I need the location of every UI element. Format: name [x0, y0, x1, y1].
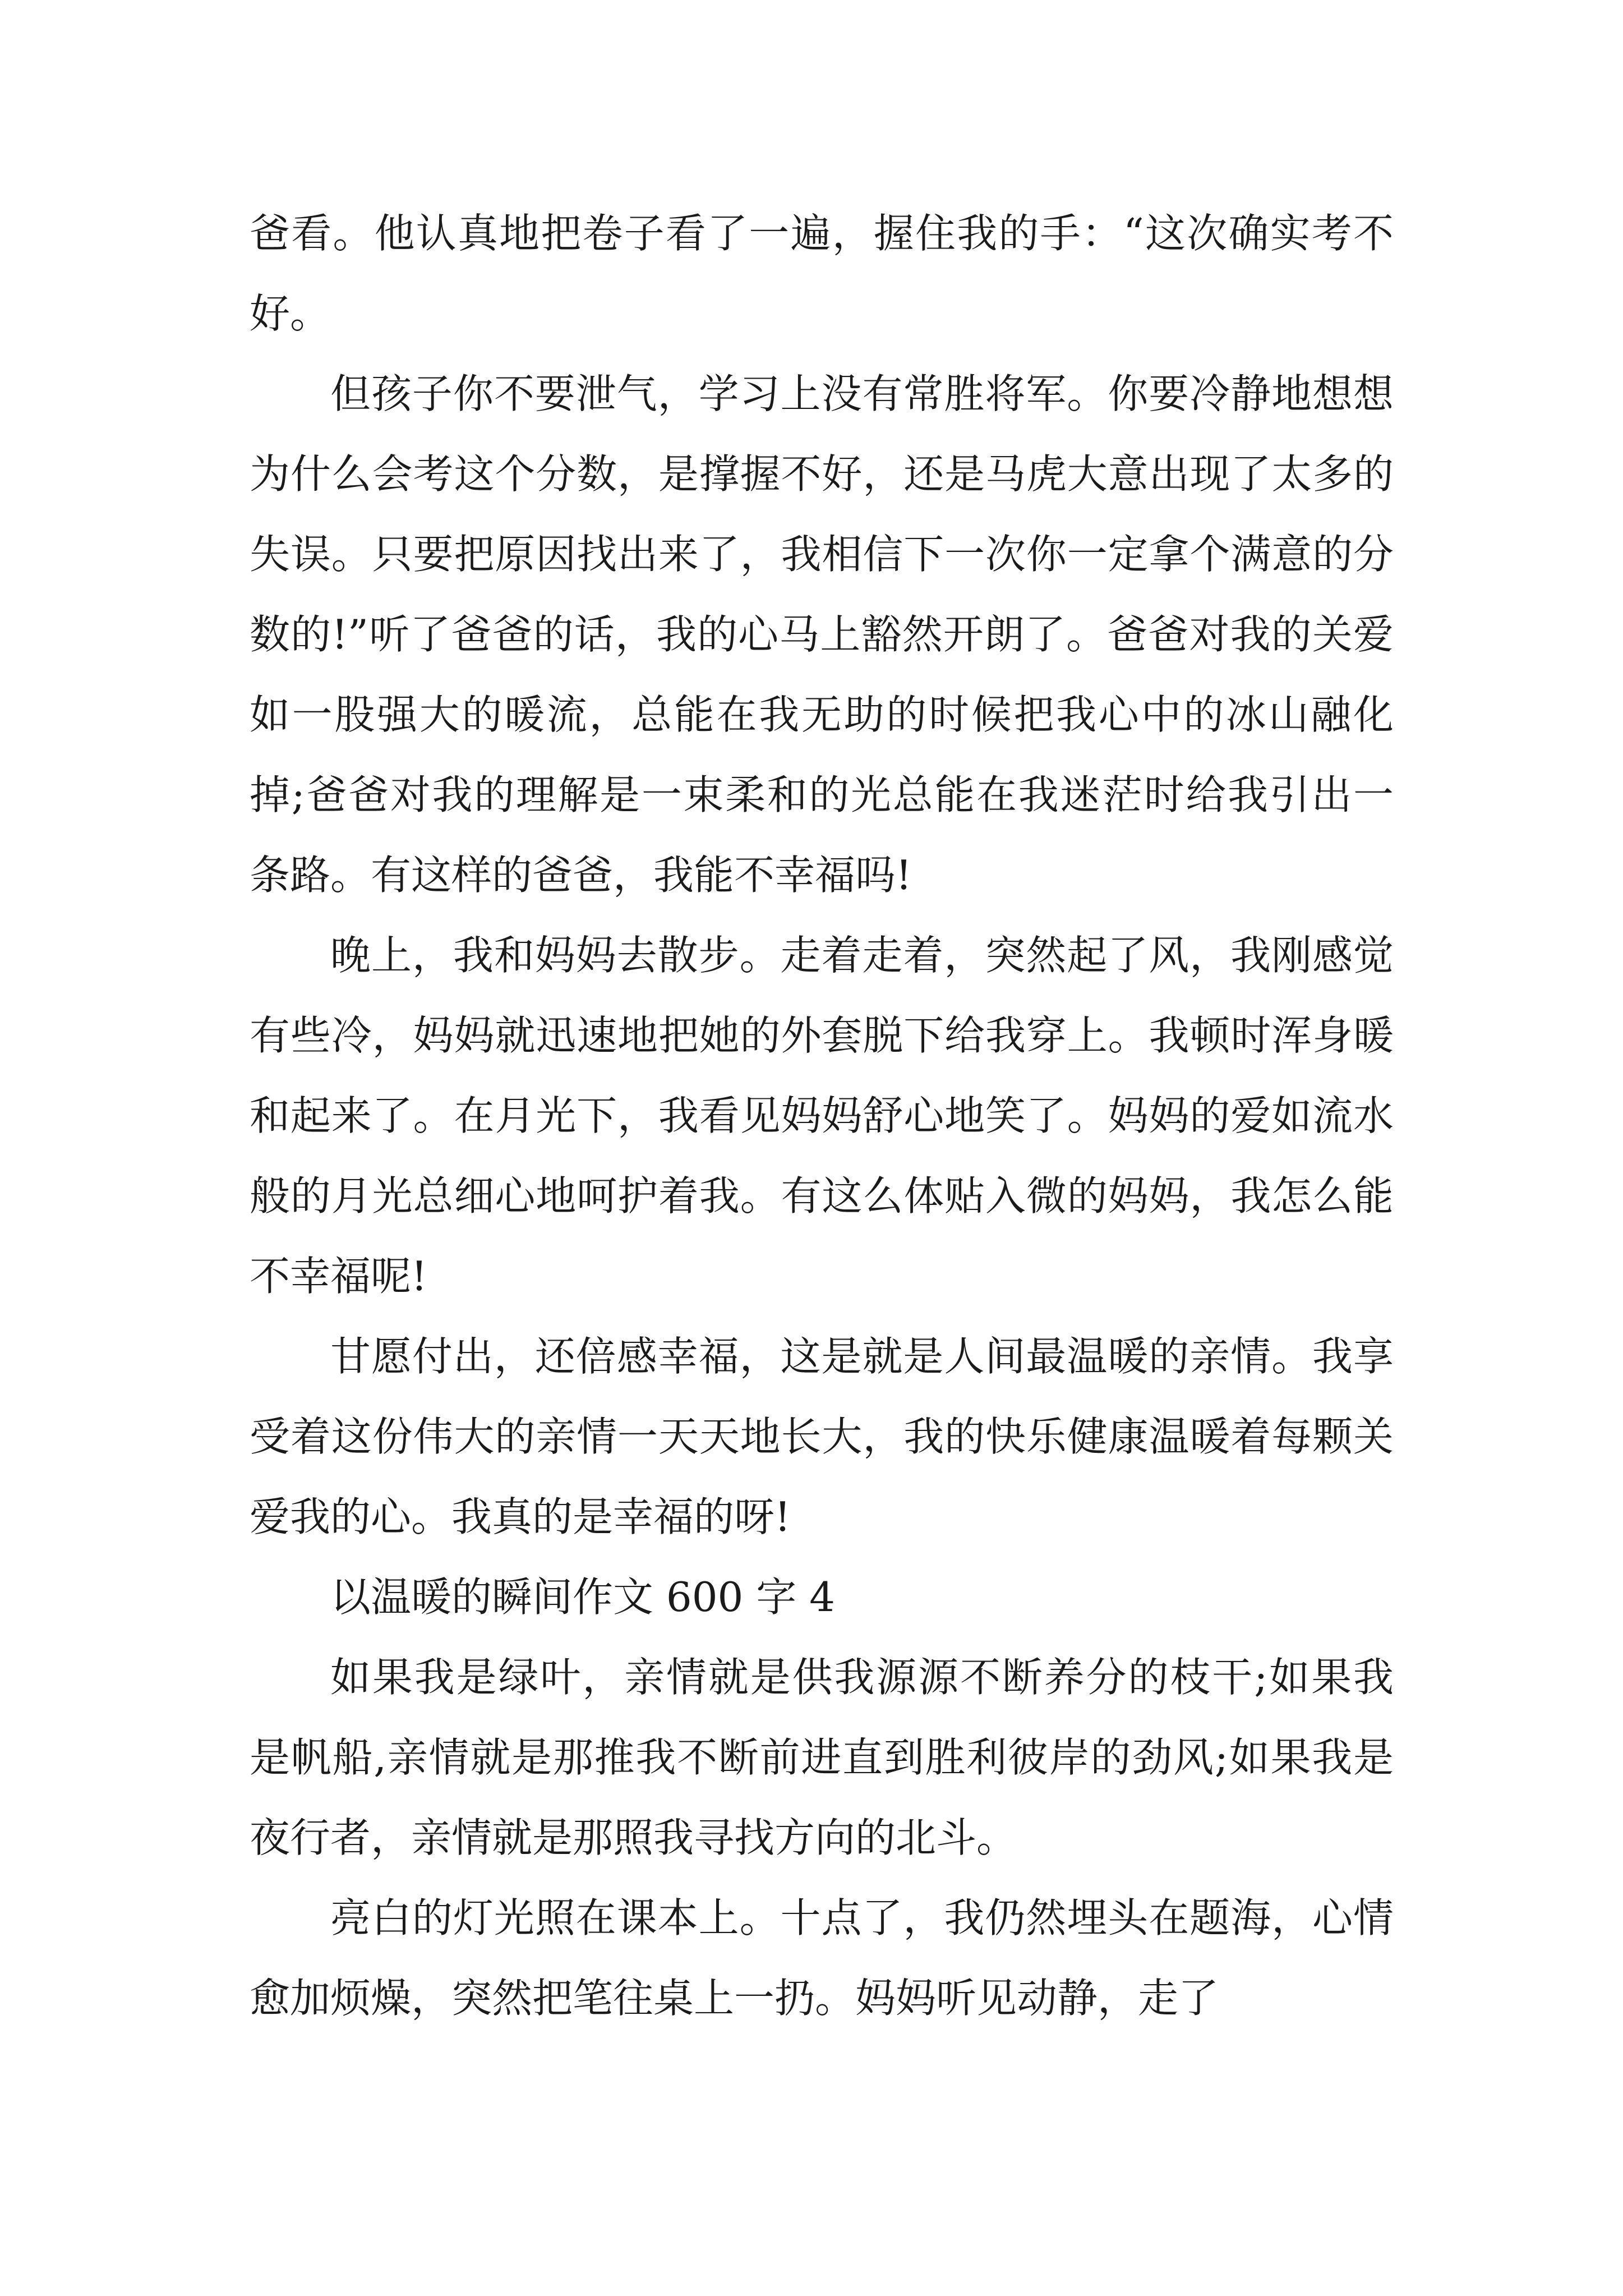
paragraph-study-night: 亮白的灯光照在课本上。十点了，我仍然埋头在题海，心情愈加烦燥，突然把笔往桌上一扔。妈妈听见动静，走了 [250, 1894, 1394, 2022]
paragraph-father-encouragement: 但孩子你不要泄气，学习上没有常胜将军。你要冷静地想想为什么会考这个分数，是撑握不好，还是马虎大意出现了太多的失误。只要把原因找出来了，我相信下一次你一定拿个满意的分数的!”听了爸爸的话，我的心马上豁然开朗了。爸爸对我的关爱如一股强大的暖流，总能在我无助的时候把我心中的冰山融化掉;爸爸对我的理解是一束柔和的光总能在我迷茫时给我引出一条路。有这样的爸爸，我能不幸福吗! [250, 370, 1394, 899]
document-body [250, 194, 1394, 2039]
paragraph-continuation: 爸看。他认真地把卷子看了一遍，握住我的手：“这次确实考不好。 [250, 210, 1394, 337]
paragraph-evening-walk: 晚上，我和妈妈去散步。走着走着，突然起了风，我刚感觉有些冷，妈妈就迅速地把她的外套脱下给我穿上。我顿时浑身暖和起来了。在月光下，我看见妈妈舒心地笑了。妈妈的爱如流水般的月光总细心地呵护着我。有这么体贴入微的妈妈，我怎么能不幸福呢! [250, 932, 1394, 1300]
paragraph-family-love: 甘愿付出，还倍感幸福，这是就是人间最温暖的亲情。我享受着这份伟大的亲情一天天地长大，我的快乐健康温暖着每颗关爱我的心。我真的是幸福的呀! [250, 1333, 1394, 1540]
paragraph-metaphors: 如果我是绿叶，亲情就是供我源源不断养分的枝干;如果我是帆船,亲情就是那推我不断前进直到胜利彼岸的劲风;如果我是夜行者，亲情就是那照我寻找方向的北斗。 [250, 1654, 1394, 1861]
essay-title: 以温暖的瞬间作文 600 字 4 [330, 1573, 835, 1621]
